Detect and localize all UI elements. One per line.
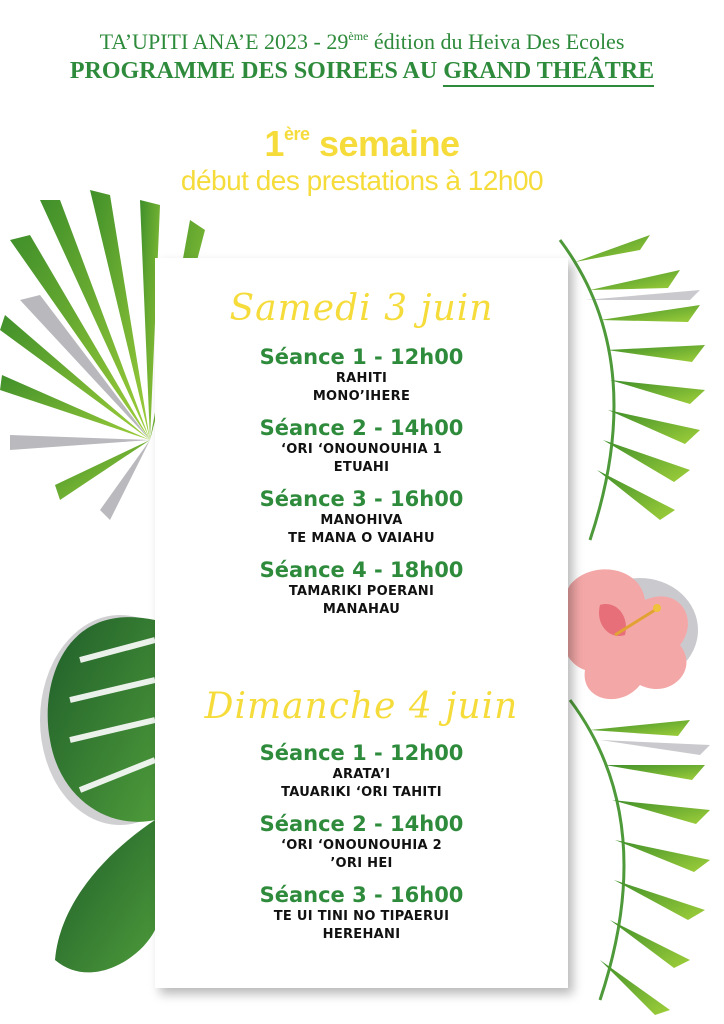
group-name: ‘ORI ‘ONOUNOUHIA 1	[280, 442, 443, 457]
week-heading	[0, 124, 724, 198]
day-block	[155, 286, 568, 619]
session	[155, 344, 568, 406]
week-label: semaine	[309, 123, 460, 164]
group-name: ETUAHI	[333, 460, 390, 475]
session	[155, 415, 568, 477]
session-title: Séance 1 - 12h00	[259, 741, 464, 765]
session	[155, 740, 568, 802]
group-name: MANOHIVA	[320, 513, 403, 528]
session	[155, 811, 568, 873]
group-name: TAUARIKI ‘ORI TAHITI	[281, 785, 442, 800]
event-title-suffix: édition du Heiva Des Ecoles	[368, 29, 625, 54]
week-ordinal: ère	[283, 124, 310, 144]
group-name: TAMARIKI POERANI	[288, 584, 435, 599]
session-title: Séance 2 - 14h00	[259, 416, 464, 440]
session-title: Séance 4 - 18h00	[259, 558, 464, 582]
day-title: Dimanche 4 juin	[204, 686, 519, 727]
venue-name: GRAND THEÂTRE	[443, 58, 654, 87]
week-subtitle: début des prestations à 12h00	[180, 165, 544, 196]
event-title-text: TA’UPITI ANA’E 2023 - 29	[99, 29, 349, 54]
week-title	[0, 124, 724, 164]
day-title: Samedi 3 juin	[229, 288, 494, 329]
session-title: Séance 3 - 16h00	[259, 883, 464, 907]
edition-superscript: ème	[348, 29, 369, 43]
session	[155, 557, 568, 619]
group-name: RAHITI	[335, 371, 388, 386]
page-header	[0, 28, 724, 86]
week-number: 1	[264, 123, 284, 164]
group-name: ’ORI HEI	[330, 856, 393, 871]
session-title: Séance 1 - 12h00	[259, 345, 464, 369]
event-title	[0, 28, 724, 56]
group-name: MONO’IHERE	[312, 389, 411, 404]
group-name: ARATA’I	[332, 767, 391, 782]
group-name: MANAHAU	[322, 602, 401, 617]
session-title: Séance 3 - 16h00	[259, 487, 464, 511]
session	[155, 486, 568, 548]
session-title: Séance 2 - 14h00	[259, 812, 464, 836]
group-name: HEREHANI	[322, 927, 401, 942]
schedule-card	[155, 258, 568, 988]
program-title-text: PROGRAMME DES SOIREES AU	[69, 58, 444, 84]
day-block	[155, 684, 568, 944]
palm-leaf-icon	[560, 235, 705, 540]
program-title	[0, 56, 724, 86]
hibiscus-flower-icon	[560, 569, 698, 699]
palm-leaf-icon	[570, 700, 710, 1015]
group-name: ‘ORI ‘ONOUNOUHIA 2	[280, 838, 443, 853]
group-name: TE MANA O VAIAHU	[288, 531, 435, 546]
session	[155, 882, 568, 944]
group-name: TE UI TINI NO TIPAERUI	[273, 909, 450, 924]
